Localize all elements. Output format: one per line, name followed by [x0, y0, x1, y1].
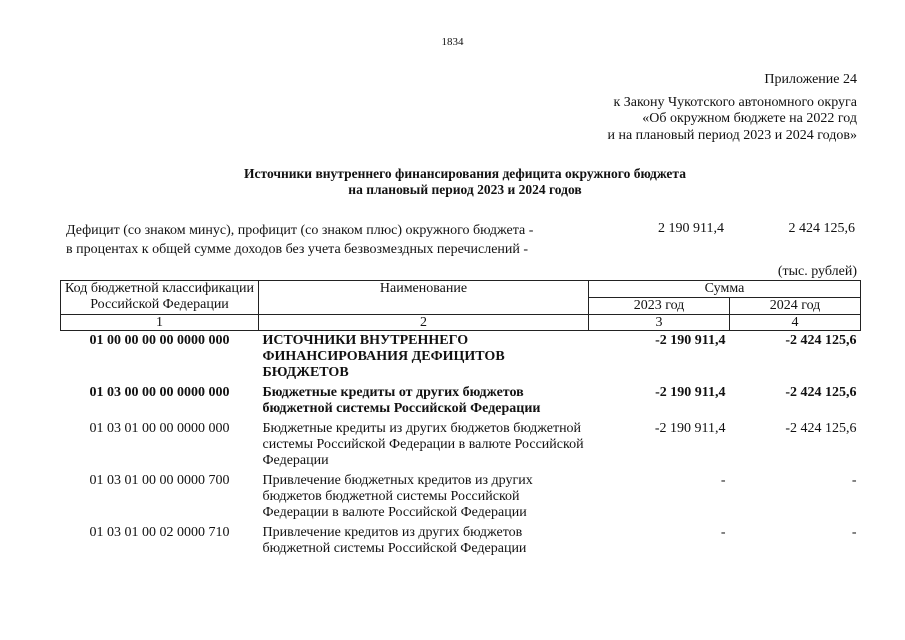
row-value-2024: - — [851, 525, 857, 540]
row-value-2024: -2 424 125,6 — [785, 333, 857, 348]
document-title-line: на плановый период 2023 и 2024 годов — [348, 182, 582, 197]
header-sum: Сумма — [589, 281, 861, 298]
header-name: Наименование — [259, 281, 589, 315]
appendix-line: к Закону Чукотского автономного округа — [613, 94, 857, 110]
appendix-title: Приложение 24 — [764, 72, 857, 87]
deficit-value-2023: 2 190 911,4 — [658, 221, 724, 236]
column-number: 4 — [730, 315, 861, 331]
deficit-line: Дефицит (со знаком минус), профицит (со знаком плюс) окружного бюджета - — [66, 223, 534, 238]
column-number: 1 — [61, 315, 259, 331]
appendix-line: «Об окружном бюджете на 2022 год — [642, 111, 857, 126]
row-value-2023: -2 190 911,4 — [655, 333, 726, 348]
deficit-description — [66, 221, 533, 259]
header-year-2024: 2024 год — [730, 298, 861, 315]
row-value-2023: - — [720, 525, 726, 540]
row-value-2024: -2 424 125,6 — [785, 421, 857, 436]
table-row — [61, 471, 861, 523]
row-code: 01 00 00 00 00 0000 000 — [89, 333, 230, 348]
units-label: (тыс. рублей) — [777, 264, 857, 279]
table-row — [61, 419, 861, 471]
table-row — [61, 383, 861, 419]
row-code: 01 03 00 00 00 0000 000 — [89, 385, 230, 400]
appendix-header — [607, 72, 857, 144]
document-title — [100, 166, 830, 198]
header-code: Код бюджетной классификации Российской Федерации — [61, 281, 259, 315]
row-name: ИСТОЧНИКИ ВНУТРЕННЕГО ФИНАНСИРОВАНИЯ ДЕФИЦИТОВ БЮДЖЕТОВ — [262, 333, 505, 380]
table-row — [61, 523, 861, 559]
row-value-2023: - — [720, 473, 726, 488]
row-value-2024: - — [851, 473, 857, 488]
document-title-line: Источники внутреннего финансирования дефицита окружного бюджета — [244, 166, 686, 181]
row-code: 01 03 01 00 02 0000 710 — [89, 525, 230, 540]
page-number: 1834 — [441, 36, 464, 48]
column-number: 2 — [259, 315, 589, 331]
row-name: Бюджетные кредиты из других бюджетов бюджетной системы Российской Федерации в валюте Российской Федерации — [262, 421, 584, 468]
row-name: Бюджетные кредиты от других бюджетов бюджетной системы Российской Федерации — [262, 385, 541, 416]
financing-table — [60, 280, 861, 559]
deficit-line: в процентах к общей сумме доходов без учета безвозмездных перечислений - — [66, 242, 529, 257]
row-value-2023: -2 190 911,4 — [654, 421, 726, 436]
table-row — [61, 331, 861, 384]
header-year-2023: 2023 год — [589, 298, 730, 315]
deficit-value-2024: 2 424 125,6 — [788, 221, 855, 236]
appendix-line: и на плановый период 2023 и 2024 годов» — [607, 127, 857, 143]
column-number: 3 — [589, 315, 730, 331]
row-value-2024: -2 424 125,6 — [785, 385, 857, 400]
row-value-2023: -2 190 911,4 — [655, 385, 726, 400]
row-code: 01 03 01 00 00 0000 000 — [89, 421, 230, 436]
row-code: 01 03 01 00 00 0000 700 — [89, 473, 230, 488]
row-name: Привлечение кредитов из других бюджетов бюджетной системы Российской Федерации — [262, 525, 527, 556]
row-name: Привлечение бюджетных кредитов из других бюджетов бюджетной системы Российской Федерации в валюте Российской Федерации — [262, 473, 533, 520]
